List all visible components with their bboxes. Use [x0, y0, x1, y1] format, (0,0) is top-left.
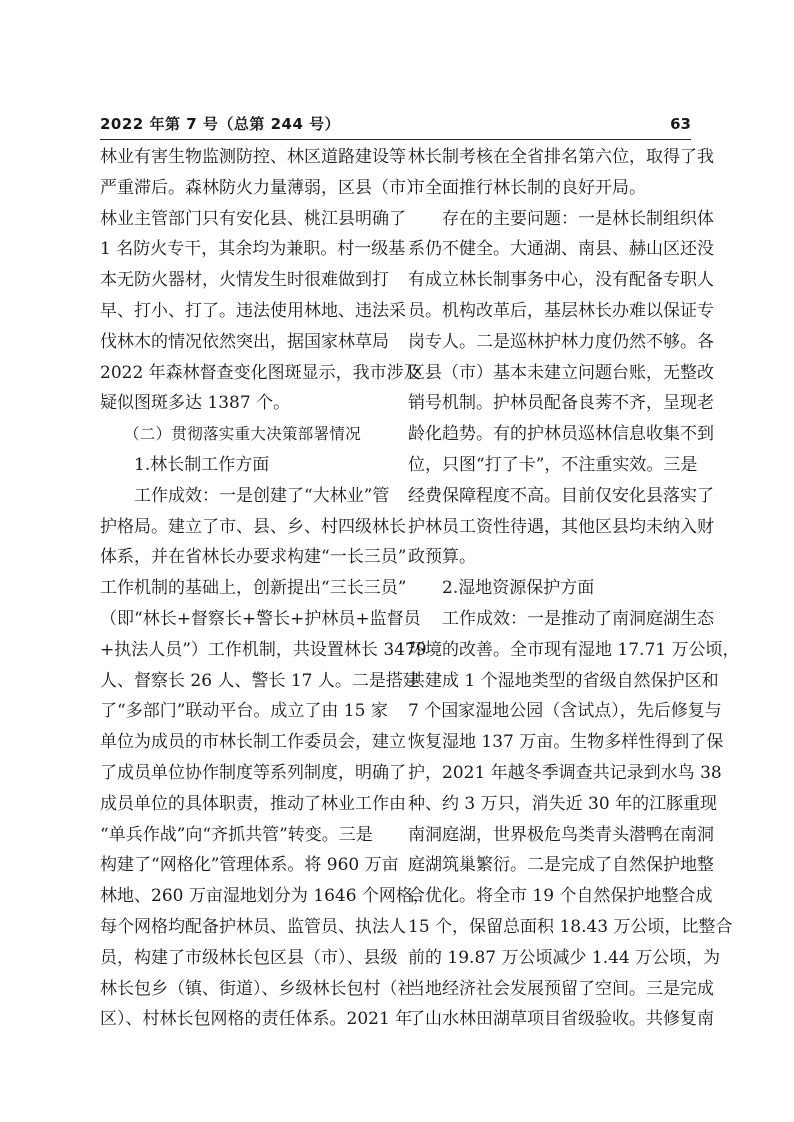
- text-line: 人、督察长 26 人、警长 17 人。二是搭建: [100, 670, 420, 691]
- text-line: 伐林木的情况依然突出，据国家林草局: [100, 331, 389, 352]
- text-line: 经费保障程度不高。目前仅安化县落实了: [408, 485, 714, 506]
- text-line: 2.湿地资源保护方面: [442, 578, 595, 599]
- text-line: （二）贯彻落实重大决策部署情况: [124, 425, 362, 444]
- text-line: 龄化趋势。有的护林员巡林信息收集不到: [408, 424, 714, 445]
- text-line: 1.林长制工作方面: [134, 454, 270, 475]
- text-line: 岗专人。二是巡林护林力度仍然不够。各: [408, 331, 714, 352]
- text-line: 区）、村林长包网格的责任体系。2021 年: [100, 1009, 413, 1030]
- page-number: 63: [670, 115, 691, 133]
- text-line: 共建成 1 个湿地类型的省级自然保护区和: [408, 670, 719, 691]
- text-line: “单兵作战”向“齐抓共管”转变。三是: [100, 824, 373, 845]
- text-line: 7 个国家湿地公园（含试点），先后修复与: [408, 701, 722, 722]
- text-line: 每个网格均配备护林员、监管员、执法人: [100, 916, 406, 937]
- text-line: 员，构建了市级林长包区县（市）、县级: [100, 947, 398, 968]
- text-line: 了“多部门”联动平台。成立了由 15 家: [100, 701, 388, 722]
- text-line: 林业主管部门只有安化县、桃江县明确了: [100, 208, 406, 229]
- text-line: 工作成效：一是推动了南洞庭湖生态: [442, 608, 714, 629]
- text-line: 合优化。将全市 19 个自然保护地整合成: [408, 886, 713, 907]
- text-line: 前的 19.87 万公顷减少 1.44 万公顷，为: [408, 947, 721, 968]
- running-header: [100, 113, 691, 139]
- text-line: 林地、260 万亩湿地划分为 1646 个网格，: [100, 886, 430, 907]
- text-line: 市全面推行林长制的良好开局。: [408, 177, 646, 198]
- text-line: 工作机制的基础上，创新提出“三长三员”: [100, 578, 407, 599]
- text-line: 护林员工资性待遇，其他区县均未纳入财: [408, 516, 714, 537]
- text-line: 林业有害生物监测防控、林区道路建设等: [100, 147, 406, 167]
- text-line: 恢复湿地 137 万亩。生物多样性得到了保: [408, 732, 724, 753]
- text-line: 存在的主要问题：一是林长制组织体: [442, 208, 714, 229]
- text-line: 护，2021 年越冬季调查共记录到水鸟 38: [408, 762, 722, 783]
- text-line: 员。机构改革后，基层林长办难以保证专: [408, 300, 714, 321]
- text-line: 销号机制。护林员配备良莠不齐，呈现老: [408, 393, 714, 414]
- text-line: 位，只图“打了卡”，不注重实效。三是: [408, 454, 698, 475]
- text-line: 当地经济社会发展预留了空间。三是完成: [408, 978, 714, 999]
- text-line: 构建了“网格化”管理体系。将 960 万亩: [100, 855, 399, 876]
- text-line: 区县（市）基本未建立问题台账，无整改: [408, 362, 714, 383]
- text-line: （即“林长+督察长+警长+护林员+监督员: [100, 608, 421, 629]
- text-line: 林长包乡（镇、街道）、乡级林长包村（社: [100, 978, 415, 999]
- text-line: 2022 年森林督查变化图斑显示，我市涉及: [100, 362, 421, 383]
- text-line: 早、打小、打了。违法使用林地、违法采: [100, 300, 406, 321]
- text-line: 工作成效：一是创建了“大林业”管: [134, 485, 390, 506]
- text-line: 南洞庭湖，世界极危鸟类青头潜鸭在南洞: [408, 824, 714, 845]
- right-text-column: [408, 142, 740, 1035]
- text-line: 政预算。: [408, 547, 476, 568]
- text-line: 了成员单位协作制度等系列制度，明确了: [100, 762, 406, 783]
- text-line: 护格局。建立了市、县、乡、村四级林长: [100, 516, 406, 537]
- text-line: +执法人员”）工作机制，共设置林长 3479: [100, 639, 427, 660]
- text-line: 15 个，保留总面积 18.43 万公顷，比整合: [408, 916, 733, 937]
- issue-label: 2022 年第 7 号（总第 244 号）: [100, 115, 341, 133]
- text-line: 成员单位的具体职责，推动了林业工作由: [100, 793, 406, 814]
- text-line: 有成立林长制事务中心，没有配备专职人: [408, 270, 714, 291]
- text-line: 单位为成员的市林长制工作委员会，建立: [100, 732, 406, 753]
- text-line: 林长制考核在全省排名第六位，取得了我: [408, 147, 714, 167]
- text-line: 环境的改善。全市现有湿地 17.71 万公顷，: [408, 639, 740, 660]
- text-line: 体系，并在省林长办要求构建“一长三员”: [100, 547, 407, 568]
- text-line: 了山水林田湖草项目省级验收。共修复南: [408, 1009, 714, 1030]
- header-rule: [100, 139, 691, 140]
- left-text-column: [100, 142, 430, 1035]
- text-line: 本无防火器材，火情发生时很难做到打: [100, 270, 389, 291]
- text-line: 系仍不健全。大通湖、南县、赫山区还没: [408, 239, 714, 260]
- text-line: 种、约 3 万只，消失近 30 年的江豚重现: [408, 793, 718, 814]
- text-line: 1 名防火专干，其余均为兼职。村一级基: [100, 239, 406, 260]
- text-line: 疑似图斑多达 1387 个。: [100, 393, 291, 414]
- text-line: 庭湖筑巢繁衍。二是完成了自然保护地整: [408, 855, 714, 876]
- text-line: 严重滞后。森林防火力量薄弱，区县（市）: [100, 177, 423, 198]
